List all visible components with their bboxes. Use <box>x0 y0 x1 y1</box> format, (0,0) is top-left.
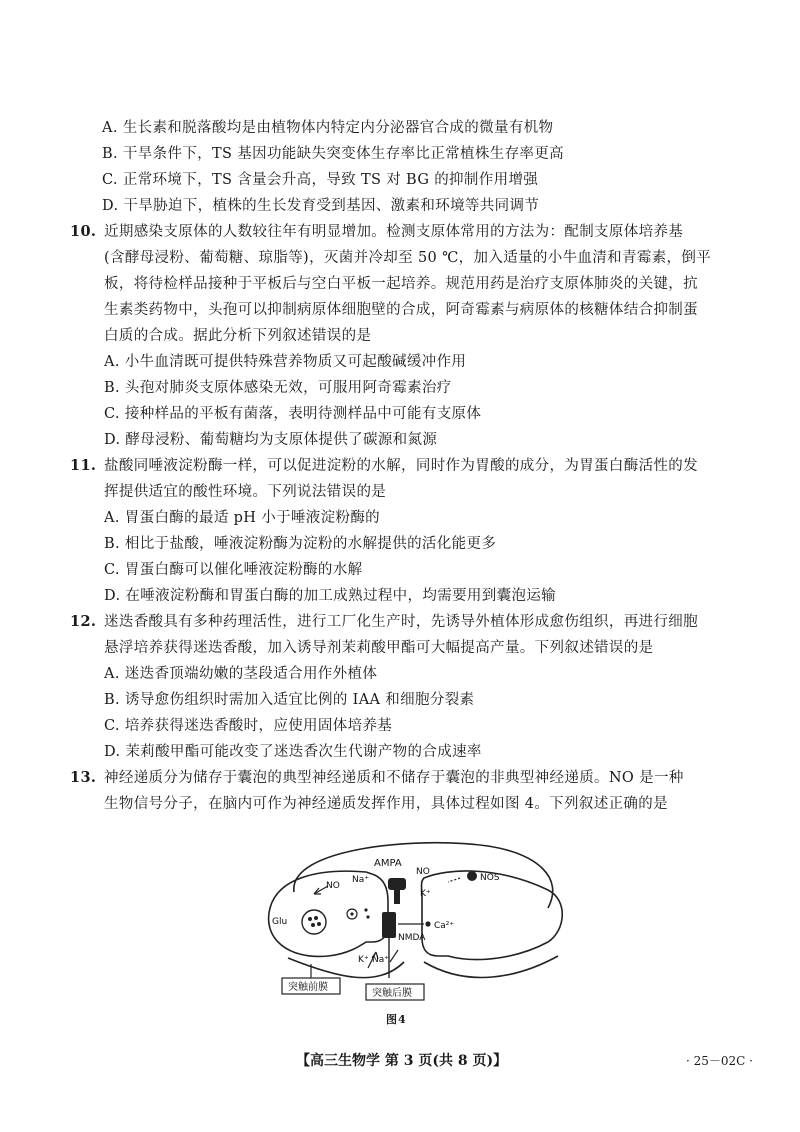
q12-stem-line: 迷迭香酸具有多种药理活性，进行工厂化生产时，先诱导外植体形成愈伤组织，再进行细胞 <box>104 614 698 630</box>
nmda-receptor <box>382 912 396 938</box>
q11-option-b: B. 相比于盐酸，唾液淀粉酶为淀粉的水解提供的活化能更多 <box>104 536 497 552</box>
label-ampa: AMPA <box>374 858 402 869</box>
q10-option-a: A. 小牛血清既可提供特殊营养物质又可起酸碱缓冲作用 <box>104 354 467 370</box>
q11-stem-line: 盐酸同唾液淀粉酶一样，可以促进淀粉的水解，同时作为胃酸的成分，为胃蛋白酶活性的发 <box>104 458 698 474</box>
q10-option-d: D. 酵母浸粉、葡萄糖均为支原体提供了碳源和氮源 <box>104 432 438 448</box>
q12-option-d: D. 茉莉酸甲酯可能改变了迷迭香次生代谢产物的合成速率 <box>104 744 482 760</box>
synaptic-vesicle <box>302 910 326 934</box>
label-na-bottom: Na⁺ <box>372 955 389 965</box>
q13-stem-line: 生物信号分子，在脑内可作为神经递质发挥作用，具体过程如图 4。下列叙述正确的是 <box>104 796 668 812</box>
nos-enzyme <box>467 871 477 881</box>
q11-option-c: C. 胃蛋白酶可以催化唾液淀粉酶的水解 <box>104 562 363 578</box>
label-nmda: NMDA <box>398 933 426 943</box>
neuron-bottom-arc <box>288 956 558 978</box>
page-footer: 【高三生物学 第 3 页(共 8 页)】 <box>296 1053 508 1069</box>
q13-number: 13. <box>70 769 97 786</box>
q10-option-b: B. 头孢对肺炎支原体感染无效，可服用阿奇霉素治疗 <box>104 380 452 396</box>
q13-stem-line: 神经递质分为储存于囊泡的典型神经递质和不储存于囊泡的非典型神经递质。NO 是一种 <box>104 770 684 786</box>
q10-stem-line: 近期感染支原体的人数较往年有明显增加。检测支原体常用的方法为：配制支原体培养基 <box>104 224 684 240</box>
figure-caption: 图4 <box>386 1013 407 1026</box>
q9-option-c: C. 正常环境下，TS 含量会升高，导致 TS 对 BG 的抑制作用增强 <box>102 172 539 188</box>
q10-stem-line: 生素类药物中，头孢可以抑制病原体细胞壁的合成，阿奇霉素与病原体的核糖体结合抑制蛋 <box>104 302 698 318</box>
q9-option-d: D. 干旱胁迫下，植株的生长发育受到基因、激素和环境等共同调节 <box>102 198 540 214</box>
q11-stem-line: 挥提供适宜的酸性环境。下列说法错误的是 <box>104 484 387 500</box>
q12-stem-line: 悬浮培养获得迷迭香酸，加入诱导剂茉莉酸甲酯可大幅提高产量。下列叙述错误的是 <box>104 640 654 656</box>
label-ca: Ca²⁺ <box>434 921 455 931</box>
q12-option-a: A. 迷迭香顶端幼嫩的茎段适合用作外植体 <box>104 666 378 682</box>
q10-option-c: C. 接种样品的平板有菌落，表明待测样品中可能有支原体 <box>104 406 482 422</box>
label-no-top: NO <box>416 867 430 877</box>
q10-stem-line: 板，将待检样品接种于平板后与空白平板一起培养。规范用药是治疗支原体肺炎的关键，抗 <box>104 276 698 292</box>
q11-number: 11. <box>70 457 97 474</box>
label-no-left: NO <box>326 881 340 891</box>
q11-option-a: A. 胃蛋白酶的最适 pH 小于唾液淀粉酶的 <box>104 510 381 526</box>
q11-option-d: D. 在唾液淀粉酶和胃蛋白酶的加工成熟过程中，均需要用到囊泡运输 <box>104 588 557 604</box>
q10-stem-line: 白质的合成。据此分析下列叙述错误的是 <box>104 328 372 344</box>
q12-number: 12. <box>70 613 97 630</box>
postsynaptic-neuron <box>422 871 563 960</box>
q12-option-c: C. 培养获得迷迭香酸时，应使用固体培养基 <box>104 718 393 734</box>
synapse-diagram <box>248 838 568 1008</box>
label-postsynaptic: 突触后膜 <box>372 988 412 999</box>
label-k-top: K⁺ <box>420 889 431 899</box>
label-glu: Glu <box>272 917 288 927</box>
q12-option-b: B. 诱导愈伤组织时需加入适宜比例的 IAA 和细胞分裂素 <box>104 692 475 708</box>
exam-code: · 25－02C · <box>686 1054 753 1068</box>
label-na-top: Na⁺ <box>352 875 369 885</box>
q10-number: 10. <box>70 223 97 240</box>
q9-option-b: B. 干旱条件下，TS 基因功能缺失突变体生存率比正常植株生存率更高 <box>102 146 564 162</box>
q9-option-a: A. 生长素和脱落酸均是由植物体内特定内分泌器官合成的微量有机物 <box>102 120 554 136</box>
label-nos: NOS <box>480 873 500 883</box>
q10-stem-line: (含酵母浸粉、葡萄糖、琼脂等)，灭菌并冷却至 50 ℃，加入适量的小牛血清和青霉素，倒平 <box>104 250 712 266</box>
label-presynaptic: 突触前膜 <box>288 982 328 993</box>
label-k-bottom: K⁺ <box>358 955 369 965</box>
